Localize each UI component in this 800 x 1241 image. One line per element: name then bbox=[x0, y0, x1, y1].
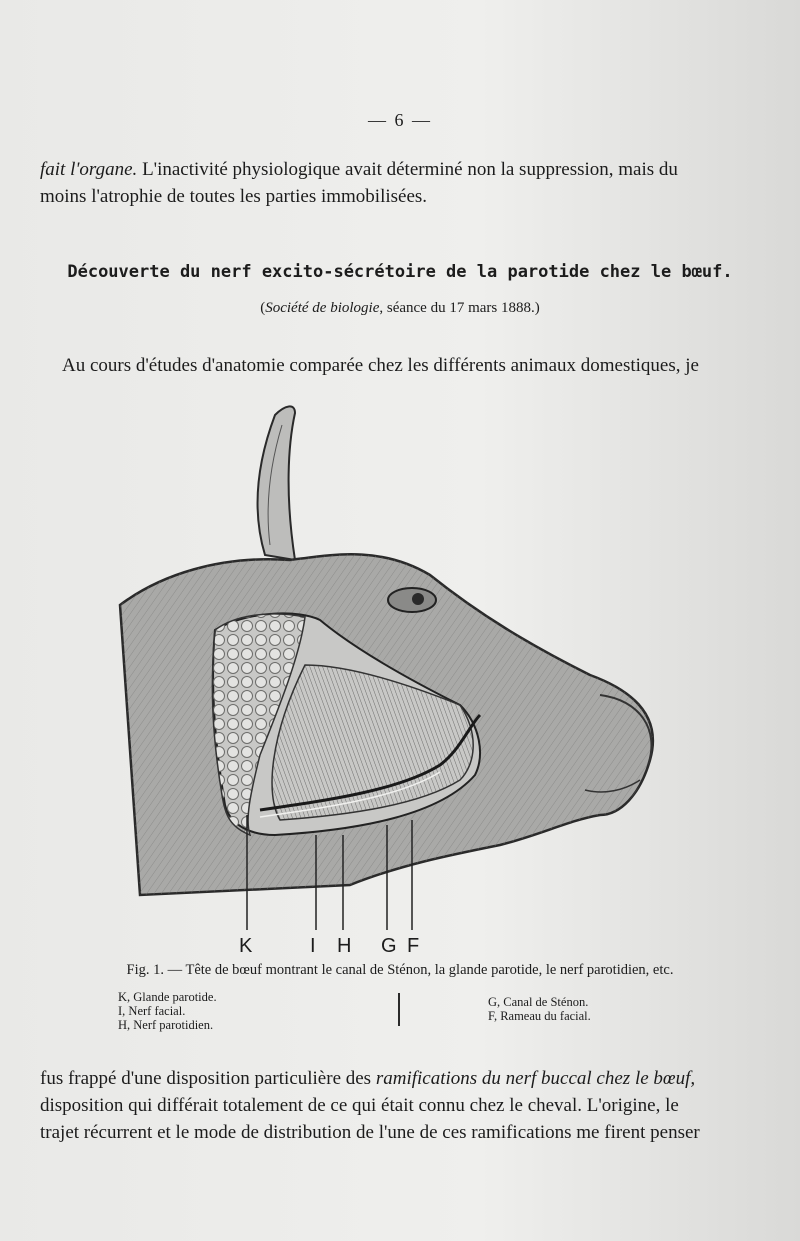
source-society: Société de biologie bbox=[265, 300, 380, 316]
intro-paragraph bbox=[40, 156, 735, 210]
intro-italic: fait l'organe. bbox=[40, 159, 138, 180]
intro-line-2: moins l'atrophie de toutes les parties immobilisées. bbox=[40, 186, 428, 207]
legend-item: K, Glande parotide. bbox=[118, 990, 217, 1004]
paragraph-1: Au cours d'études d'anatomie comparée chez les différents animaux domestiques, je bbox=[62, 355, 699, 376]
intro-line-1 bbox=[40, 156, 735, 183]
horn bbox=[258, 406, 295, 560]
para2-line-2: disposition qui différait totalement de ce qui était connu chez le cheval. L'origine, le bbox=[40, 1095, 679, 1116]
source-citation bbox=[0, 300, 800, 317]
para2-line-1 bbox=[40, 1065, 745, 1092]
para2-italic: ramifications du nerf buccal chez le bœuf, bbox=[375, 1068, 696, 1089]
source-rest: , séance du 17 mars 1888.) bbox=[379, 300, 540, 316]
para2-line-1-start: fus frappé d'une disposition particulière des bbox=[40, 1068, 376, 1089]
letter-k: K bbox=[239, 935, 253, 957]
legend-item: H, Nerf parotidien. bbox=[118, 1018, 214, 1032]
para2-line-3: trajet récurrent et le mode de distribution de l'une de ces ramifications me firent penser bbox=[40, 1122, 700, 1143]
paragraph-2 bbox=[40, 1065, 745, 1146]
legend-divider bbox=[398, 993, 400, 1026]
legend-item: I, Nerf facial. bbox=[118, 1004, 186, 1018]
letter-g: G bbox=[381, 935, 397, 957]
source-open: ( bbox=[260, 300, 266, 316]
letter-h: H bbox=[337, 935, 352, 957]
legend-item: G, Canal de Sténon. bbox=[488, 995, 589, 1009]
letter-i: I bbox=[310, 935, 316, 957]
letter-f: F bbox=[407, 935, 420, 957]
legend-left bbox=[118, 990, 217, 1032]
eye bbox=[388, 588, 436, 612]
legend-right bbox=[488, 995, 591, 1023]
page-number: — 6 — bbox=[368, 110, 432, 130]
figure-caption: Fig. 1. — Tête de bœuf montrant le canal de Sténon, la glande parotide, le nerf parotidien, etc. bbox=[126, 962, 674, 978]
section-title: Découverte du nerf excito-sécrétoire de la parotide chez le bœuf. bbox=[67, 262, 733, 282]
intro-line-1-rest: L'inactivité physiologique avait déterminé non la suppression, mais du bbox=[137, 159, 678, 180]
ox-head-illustration bbox=[100, 395, 700, 955]
legend-item: F, Rameau du facial. bbox=[488, 1009, 591, 1023]
